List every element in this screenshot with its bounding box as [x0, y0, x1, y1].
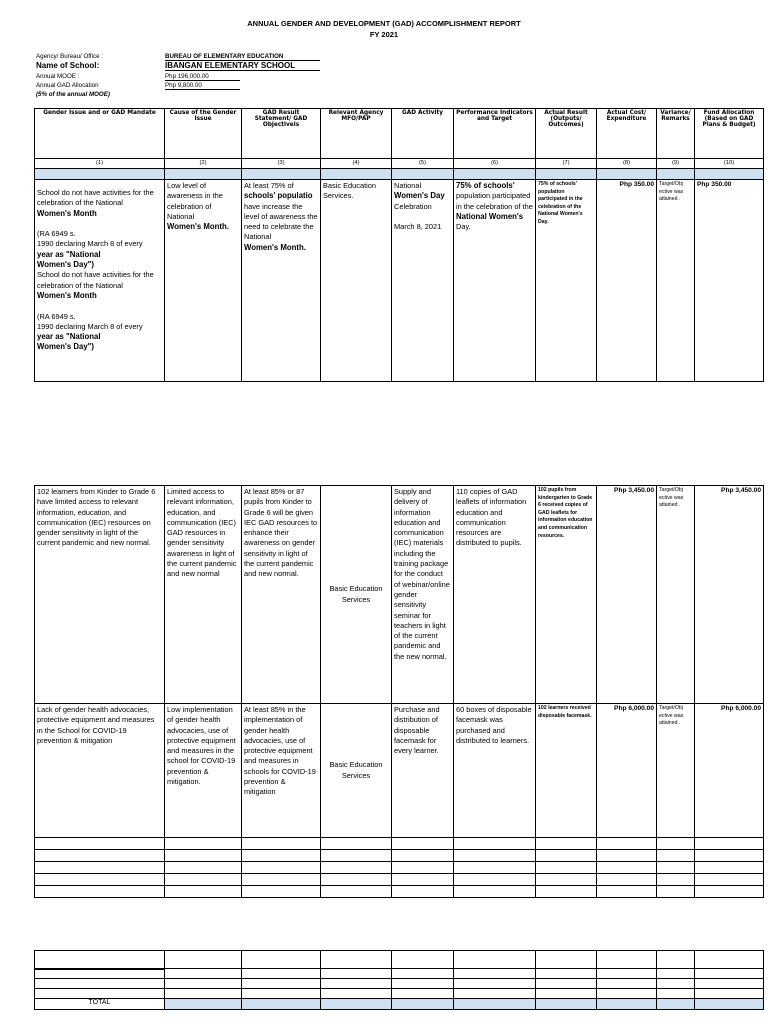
col-header-performance-indicators: Performance Indicators and Target: [454, 109, 536, 159]
row2-remarks: Target/Obj ective was attained .: [657, 486, 695, 704]
empty-row: [35, 850, 764, 862]
school-value: IBANGAN ELEMENTARY SCHOOL: [165, 61, 320, 71]
row2-performance-indicators: 110 copies of GAD leaflets of information education and communication resources are distributed to pupils.: [454, 486, 536, 704]
section-band: [35, 169, 764, 180]
row3-fund-allocation: Php 6,000.00: [695, 704, 764, 838]
school-label: Name of School:: [36, 61, 100, 70]
row1-result-statement: At least 75% of schools' populatio have increase the level of awareness the need to celebrate the National Women's Month.: [242, 180, 321, 382]
col-num-5: (5): [392, 159, 454, 169]
mooe-value: Php 196,000.00: [165, 73, 240, 81]
col-header-actual-cost: Actual Cost/ Expenditure: [597, 109, 657, 159]
col-header-actual-result: Actual Result (Outputs/ Outcomes): [536, 109, 597, 159]
table-row: [35, 180, 764, 382]
row1-performance-indicators: 75% of schools' population participated in the celebration of the National Women's Day.: [454, 180, 536, 382]
empty-row: [35, 989, 764, 999]
row1-fund-allocation: Php 350.00: [695, 180, 764, 382]
col-num-8: (8): [597, 159, 657, 169]
row2-gender-issue: 102 learners from Kinder to Grade 6 have limited access to relevant information, education, and communication (IEC) resources on gender sensitivity in light of the current pandemic and new normal.: [35, 486, 165, 704]
row2-gad-activity: Supply and delivery of information education and communication (IEC) materials including the training package for the conduct of webinar/online gender sensitivity seminar for teachers in light of the current pandemic and the new normal.: [392, 486, 454, 704]
row3-remarks: Target/Obj ective was attained .: [657, 704, 695, 838]
empty-row: [35, 979, 764, 989]
empty-row: [35, 969, 764, 979]
col-header-result-statement: GAD Result Statement/ GAD Objectivels: [242, 109, 321, 159]
col-num-9: (9): [657, 159, 695, 169]
col-num-7: (7): [536, 159, 597, 169]
col-header-fund-allocation: Fund Allocation (Based on GAD Plans & Budget): [695, 109, 764, 159]
table-row: [35, 704, 764, 838]
report-title: ANNUAL GENDER AND DEVELOPMENT (GAD) ACCOMPLISHMENT REPORT: [247, 19, 521, 28]
agency-label: Agency/ Bureau/ Office :: [36, 53, 103, 60]
total-row: [35, 999, 764, 1010]
gad-report-table-continued: [34, 485, 764, 898]
col-header-cause: Cause of the Gender Issue: [165, 109, 242, 159]
totals-table: [34, 950, 764, 1010]
gad-allocation-note: (5% of the annual MOOE): [36, 91, 110, 98]
row3-mfo-pap: Basic Education Services: [321, 704, 392, 838]
col-num-4: (4): [321, 159, 392, 169]
row1-actual-cost: Php 350.00: [597, 180, 657, 382]
empty-row: [35, 838, 764, 850]
empty-row: [35, 862, 764, 874]
empty-row: [35, 874, 764, 886]
row1-gender-issue: School do not have activities for the celebration of the National Women's Month (RA 6949 s. 1990 declaring March 8 of every year as "National Women's Day") School do not have activities for the celebration of the National Women's Month (RA 6949 s. 1990 declaring March 8 of every year as "National Women's Day"): [35, 180, 165, 382]
col-num-10: (10): [695, 159, 764, 169]
row3-performance-indicators: 60 boxes of disposable facemask was purchased and distributed to learners.: [454, 704, 536, 838]
gad-allocation-value: Php 9,800.00: [165, 82, 240, 90]
table-row: [35, 486, 764, 704]
row2-mfo-pap: Basic Education Services: [321, 486, 392, 704]
col-num-1: (1): [35, 159, 165, 169]
col-header-variance: Variance/ Remarks: [657, 109, 695, 159]
report-year: FY 2021: [369, 30, 399, 39]
mooe-label: Annual MOOE :: [36, 73, 80, 80]
row2-result-statement: At least 85% or 87 pupils from Kinder to Grade 6 will be given IEC GAD resources to enhance their awareness on gender sensitivity in light of the current pandemic and new normal.: [242, 486, 321, 704]
col-header-mfo-pap: Relevant Agency MFO/PAP: [321, 109, 392, 159]
row1-cause: Low level of awareness in the celebration of National Women's Month.: [165, 180, 242, 382]
row3-result-statement: At least 85% in the implementation of gender health advocacies, use of protective equipment and measures in schools for COVID-19 prevention & mitigation: [242, 704, 321, 838]
row1-remarks: Target/Obj ective was attained .: [657, 180, 695, 382]
row2-cause: Limited access to relevant information, education, and communication (IEC) GAD resources in gender sensitivity awareness in light of the current pandemic and new normal: [165, 486, 242, 704]
col-num-6: (6): [454, 159, 536, 169]
empty-row: [35, 951, 764, 969]
row2-actual-cost: Php 3,450.00: [597, 486, 657, 704]
row3-actual-result: 102 learners received disposable facemask.: [536, 704, 597, 838]
empty-row: [35, 886, 764, 898]
row1-gad-activity: National Women's Day Celebration March 8, 2021: [392, 180, 454, 382]
row2-fund-allocation: Php 3,450.00: [695, 486, 764, 704]
gad-allocation-label: Annual GAD Allocation: [36, 82, 99, 89]
col-num-3: (3): [242, 159, 321, 169]
gad-report-table: [34, 108, 764, 382]
row3-gender-issue: Lack of gender health advocacies, protective equipment and measures in the School for COVID-19 prevention & mitigation: [35, 704, 165, 838]
total-label: TOTAL: [35, 999, 165, 1010]
row1-actual-result: 75% of schools' population participated in the celebration of the National Women's Day.: [536, 180, 597, 382]
col-num-2: (2): [165, 159, 242, 169]
row3-actual-cost: Php 6,000.00: [597, 704, 657, 838]
row2-actual-result: 102 pupils from kindergarten to Grade 6 received copies of GAD leaflets for information education and communication resources.: [536, 486, 597, 704]
agency-value: BUREAU OF ELEMENTARY EDUCATION: [165, 53, 320, 61]
row1-mfo-pap: Basic Education Services.: [321, 180, 392, 382]
col-header-gender-issue: Gender Issue and or GAD Mandate: [35, 109, 165, 159]
row3-gad-activity: Purchase and distribution of disposable facemask for every learner.: [392, 704, 454, 838]
row3-cause: Low implementation of gender health advocacies, use of protective equipment and measures in the school for COVID-19 prevention & mitigation.: [165, 704, 242, 838]
col-header-gad-activity: GAD Activity: [392, 109, 454, 159]
